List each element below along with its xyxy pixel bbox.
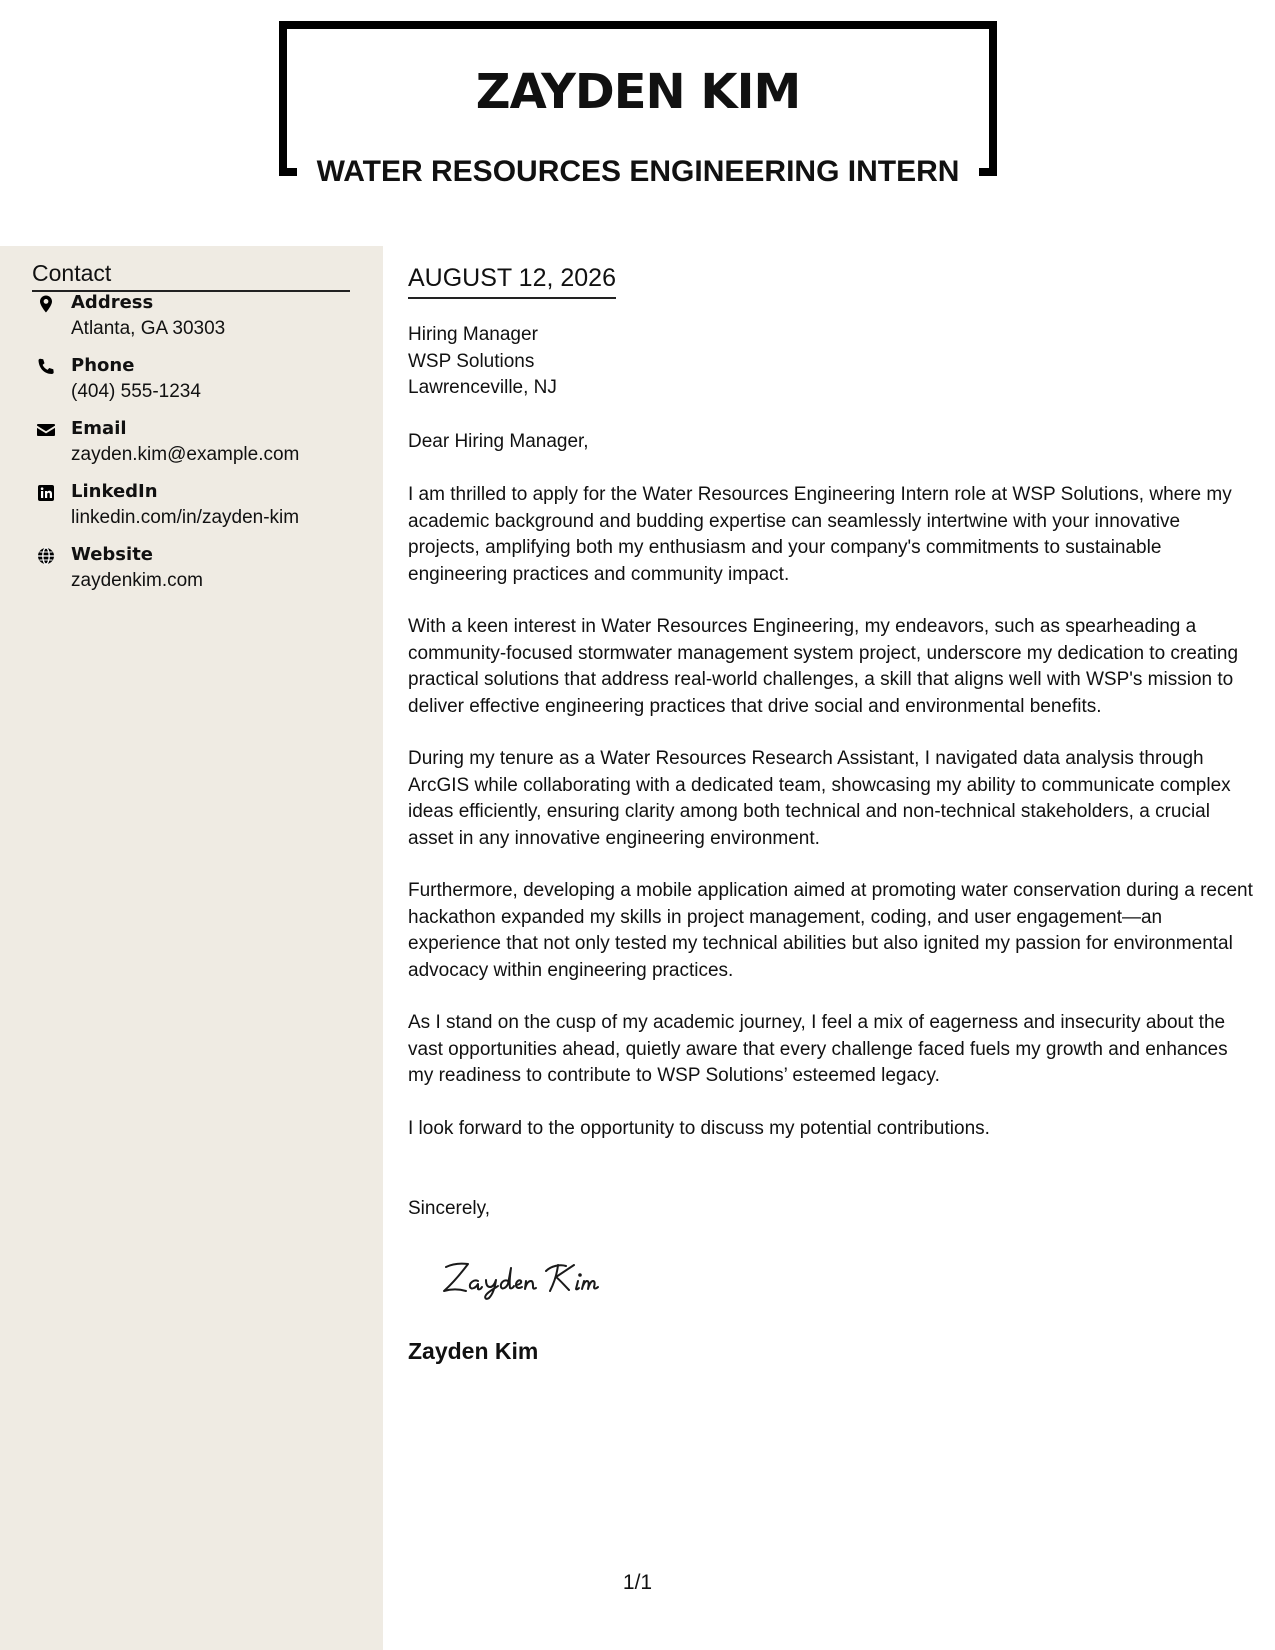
contact-sidebar [0, 246, 383, 1650]
phone-icon [36, 357, 56, 377]
header-frame-left [279, 21, 287, 176]
letter-date: AUGUST 12, 2026 [408, 262, 616, 299]
map-pin-icon [36, 294, 56, 314]
contact-value-phone: (404) 555-1234 [71, 381, 201, 402]
body-paragraph-6: I look forward to the opportunity to discuss my potential contributions. [408, 1118, 990, 1139]
applicant-name: ZAYDEN KIM [475, 64, 801, 120]
header-frame-right [989, 21, 997, 176]
contact-label-linkedin: LinkedIn [71, 481, 158, 502]
header-frame-foot-left [279, 168, 297, 176]
recipient-location: Lawrenceville, NJ [408, 377, 557, 398]
contact-item-phone [32, 353, 372, 407]
body-paragraph-5: As I stand on the cusp of my academic journey, I feel a mix of eagerness and insecurity about the vast opportunities ahead, quietly aware that every challenge faced fuels my growth and enhances my readiness to contribute to WSP Solutions’ esteemed legacy. [408, 1012, 1228, 1086]
recipient-title: Hiring Manager [408, 324, 538, 345]
contact-label-phone: Phone [71, 355, 135, 376]
contact-value-address: Atlanta, GA 30303 [71, 318, 226, 339]
envelope-icon [36, 420, 56, 440]
contact-item-email [32, 416, 372, 470]
globe-icon [36, 546, 56, 566]
contact-value-website[interactable]: zaydenkim.com [71, 570, 203, 591]
linkedin-icon [36, 483, 56, 503]
body-paragraph-1: I am thrilled to apply for the Water Resources Engineering Intern role at WSP Solutions, where my academic background and budding expertise can seamlessly intertwine with your innovative projects, amplifying both my enthusiasm and your company's commitments to sustainable engineering practices and community impact. [408, 484, 1232, 585]
header-frame-top [279, 21, 997, 29]
contact-value-email[interactable]: zayden.kim@example.com [71, 444, 300, 465]
contact-item-website [32, 542, 372, 596]
contact-value-linkedin[interactable]: linkedin.com/in/zayden-kim [71, 507, 300, 528]
contact-item-linkedin [32, 479, 372, 533]
closing: Sincerely, [408, 1198, 491, 1219]
handwritten-signature [438, 1249, 658, 1305]
letter-header [0, 0, 1275, 246]
body-paragraph-2: With a keen interest in Water Resources Engineering, my endeavors, such as spearheading a community-focused stormwater management system project, underscore my dedication to creating practical solutions that address real-world challenges, a skill that aligns well with WSP's mission to deliver effective engineering practices that drive social and environmental benefits. [408, 616, 1239, 717]
contact-heading: Contact [32, 258, 350, 292]
page-number: 1/1 [622, 1571, 653, 1594]
contact-label-address: Address [71, 292, 154, 313]
job-title: WATER RESOURCES ENGINEERING INTERN [297, 152, 979, 192]
recipient-company: WSP Solutions [408, 350, 535, 372]
signer-name: Zayden Kim [408, 1338, 539, 1364]
contact-label-website: Website [71, 544, 154, 565]
header-frame-foot-right [979, 168, 997, 176]
salutation: Dear Hiring Manager, [408, 431, 589, 452]
body-paragraph-4: Furthermore, developing a mobile application aimed at promoting water conservation during a recent hackathon expanded my skills in project management, coding, and user engagement—an experience that not only tested my technical abilities but also ignited my passion for environmental advocacy within engineering practices. [408, 880, 1253, 981]
body-paragraph-3: During my tenure as a Water Resources Research Assistant, I navigated data analysis through ArcGIS while collaborating with a dedicated team, showcasing my ability to communicate complex ideas efficiently, ensuring clarity among both technical and non-technical stakeholders, a crucial asset in any innovative engineering environment. [408, 748, 1231, 849]
contact-label-email: Email [71, 418, 127, 439]
contact-item-address [32, 290, 372, 344]
recipient-block [408, 322, 557, 402]
